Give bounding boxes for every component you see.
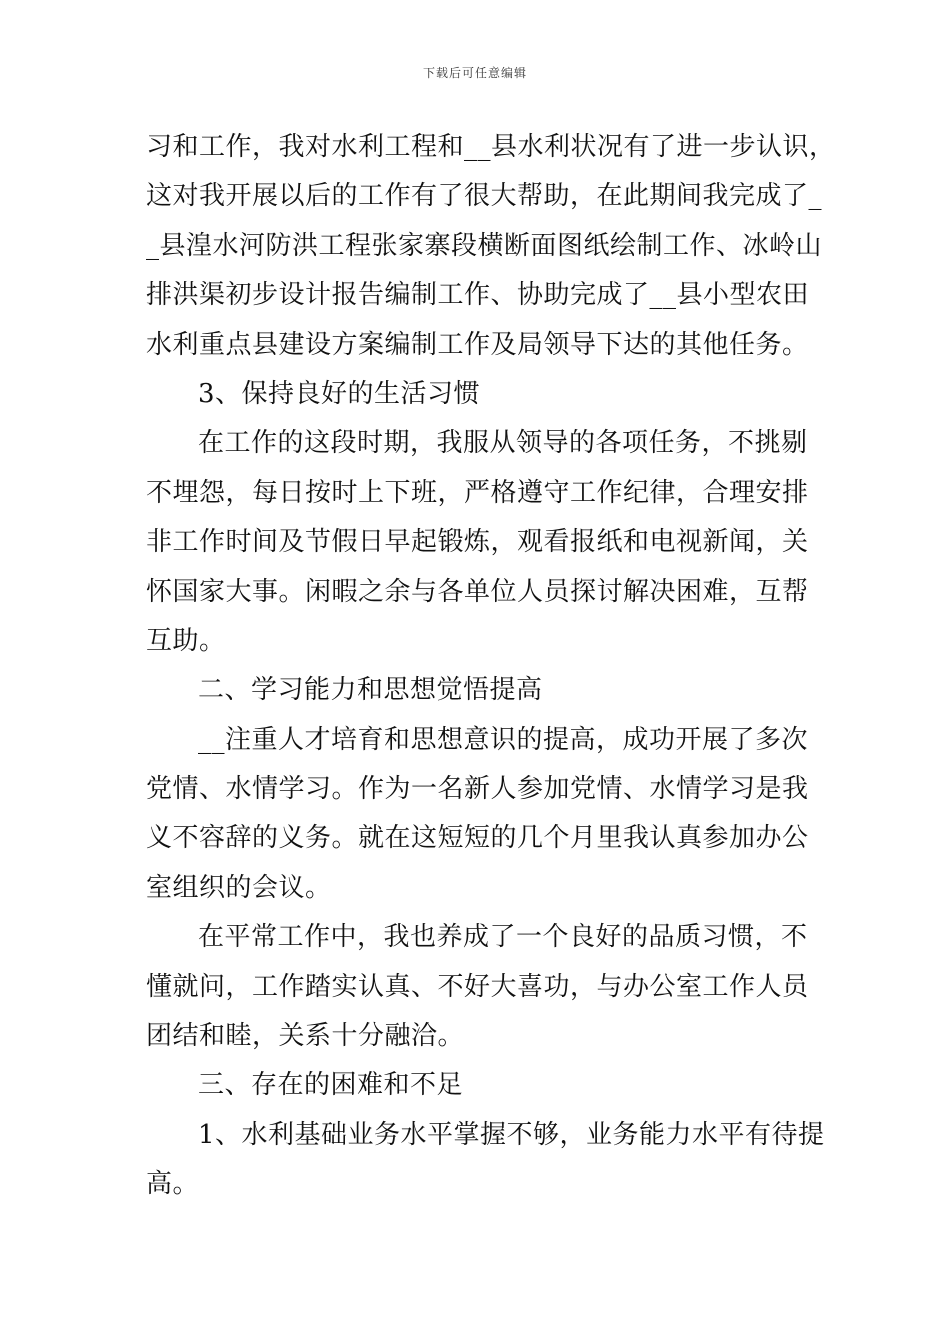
text-line: 高。	[146, 1169, 200, 1200]
paragraph-start: __注重人才培育和思想意识的提高，成功开展了多次	[198, 724, 809, 755]
paragraph-start: 在工作的这段时期，我服从领导的各项任务，不挑剔	[198, 428, 808, 459]
text-line: 室组织的会议。	[146, 872, 332, 903]
text-line: 团结和睦，关系十分融洽。	[146, 1021, 465, 1052]
text-line: 不埋怨，每日按时上下班，严格遵守工作纪律，合理安排	[146, 477, 809, 508]
text-line: 懂就问，工作踏实认真、不好大喜功，与办公室工作人员	[146, 971, 809, 1002]
header-note: 下载后可任意编辑	[422, 66, 527, 80]
text-line: 互助。	[146, 625, 226, 656]
paragraph-start: 1、水利基础业务水平掌握不够，业务能力水平有待提	[198, 1119, 825, 1150]
section-heading: 三、存在的困难和不足	[198, 1070, 464, 1101]
paragraph-start: 在平常工作中，我也养成了一个良好的品质习惯，不	[198, 922, 808, 953]
text-line: 怀国家大事。闲暇之余与各单位人员探讨解决困难，互帮	[146, 576, 809, 607]
text-line: 这对我开展以后的工作有了很大帮助，在此期间我完成了_	[146, 181, 823, 212]
section-heading: 二、学习能力和思想觉悟提高	[198, 675, 543, 706]
text-line: _县湟水河防洪工程张家寨段横断面图纸绘制工作、冰岭山	[146, 230, 823, 261]
text-line: 习和工作，我对水利工程和__县水利状况有了进一步认识，	[146, 132, 836, 162]
text-line: 党情、水情学习。作为一名新人参加党情、水情学习是我	[146, 774, 809, 805]
text-line: 水利重点县建设方案编制工作及局领导下达的其他任务。	[146, 329, 809, 360]
text-line: 义不容辞的义务。就在这短短的几个月里我认真参加办公	[146, 823, 809, 854]
body-text	[146, 123, 836, 1210]
text-line: 非工作时间及节假日早起锻炼，观看报纸和电视新闻，关	[146, 527, 809, 558]
text-line: 排洪渠初步设计报告编制工作、协助完成了__县小型农田	[146, 280, 810, 311]
section-heading: 3、保持良好的生活习惯	[198, 378, 481, 409]
